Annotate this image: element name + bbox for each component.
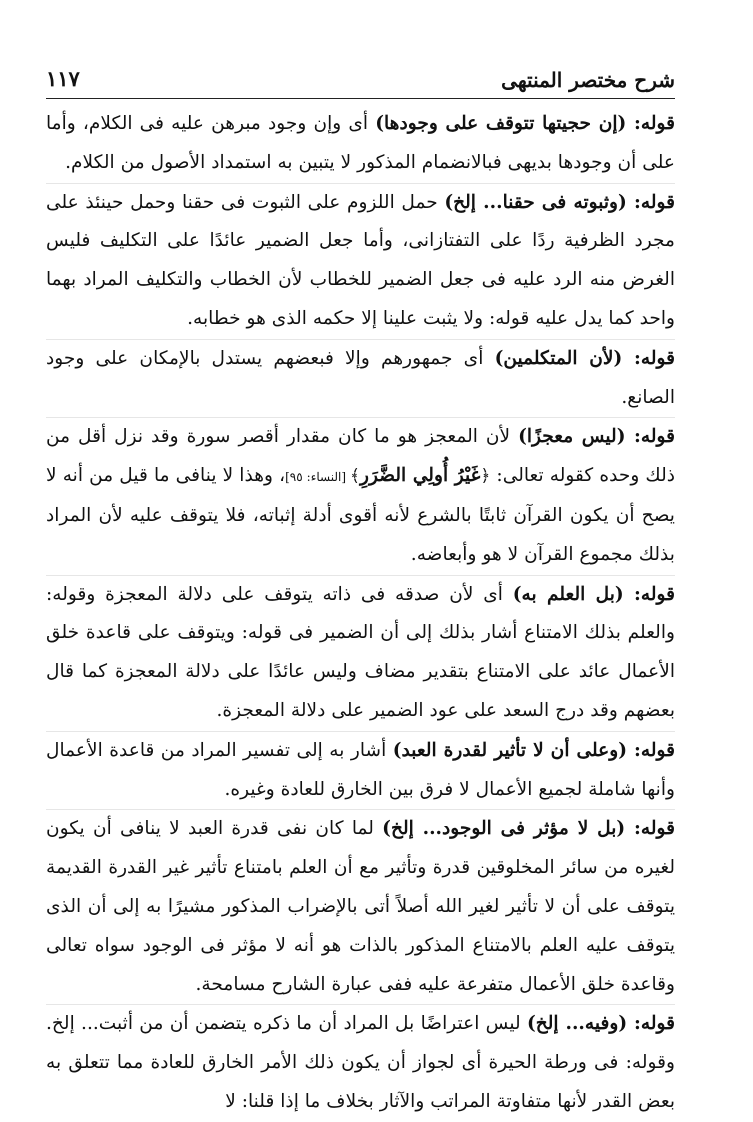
paragraph-text: أى وإن وجود مبرهن عليه فى الكلام، وأما على أن وجودها بديهى فبالانضمام المذكور لا يتبين به استمداد الأصول من الكلام.	[46, 113, 675, 173]
running-title: شرح مختصر المنتهى	[501, 68, 675, 92]
paragraph-text: لأن المعجز هو ما كان مقدار أقصر سورة وقد نزل أقل من ذلك وحده كقوله تعالى:	[46, 426, 676, 487]
paragraph-text: أشار به إلى تفسير المراد من قاعدة الأعمال وأنها شاملة لجميع الأعمال لا فرق بين الخارق للعادة وغيره.	[46, 739, 675, 800]
paragraph-lead: قوله: (ليس معجزًا)	[518, 426, 676, 448]
page-header	[46, 58, 675, 99]
paragraph	[46, 105, 675, 183]
quran-bracket-open: ﴿	[480, 466, 491, 487]
quran-reference: [النساء: ٩٥]	[285, 470, 350, 485]
quran-bracket-close: ﴾	[350, 466, 360, 487]
paragraph-lead: قوله: (وثبوته فى حقنا... إلخ)	[444, 191, 676, 213]
page-number: ١١٧	[46, 66, 80, 91]
paragraph	[46, 339, 675, 418]
paragraph-lead: قوله: (وعلى أن لا تأثير لقدرة العبد)	[392, 739, 675, 761]
paragraph	[46, 183, 675, 339]
paragraph-text: أى لأن صدقه فى ذاته يتوقف على دلالة المعجزة وقوله: والعلم بذلك الامتناع أشار بذلك إلى أن الضمير فى قوله: ويتوقف على قاعدة خلق الأعمال عائد على الامتناع بتقدير مضاف وليس عائدًا على دلالة المعجزة كما قال بعضهم وقد درج السعد على عود الضمير على دلالة المعجزة.	[46, 583, 675, 721]
paragraph-lead: قوله: (بل لا مؤثر فى الوجود... إلخ)	[382, 818, 675, 840]
paragraph	[46, 731, 675, 810]
paragraph-text: حمل اللزوم على الثبوت فى حقنا وحمل حينئذ على مجرد الظرفية ردًا على التفتازانى، وأما جعل الضمير عائدًا على التكليف فليس الغرض منه الرد عليه فى جعل الضمير للخطاب لأن الخطاب والتكليف المراد بهما واحد كما يدل عليه قوله: ولا يثبت علينا إلا حكمه الذى هو خطابه.	[46, 191, 675, 329]
paragraph-text: ، وهذا لا ينافى ما قيل من أنه لا يصح أن يكون القرآن ثابتًا بالشرع لأنه أقوى أدلة إثباته، فلا يتوقف عليه لأن المراد بذلك مجموع القرآن لا هو وأبعاضه.	[46, 465, 675, 565]
paragraph	[46, 417, 675, 574]
paragraph-lead: قوله: (وفيه... إلخ)	[526, 1013, 675, 1035]
paragraph	[46, 809, 675, 1004]
body-text	[46, 105, 675, 1122]
paragraph-text: أى جمهورهم وإلا فبعضهم يستدل بالإمكان على وجود الصانع.	[46, 347, 675, 408]
paragraph-text: ليس اعتراضًا بل المراد أن ما ذكره يتضمن أن من أثبت... إلخ. وقوله: فى ورطة الحيرة أى لجواز أن يكون ذلك الأمر الخارق للعادة مما تتعلق به بعض القدر لأنها متفاوتة المراتب والآثار بخلاف ما إذا قلنا: لا	[46, 1013, 675, 1112]
paragraph-lead: قوله: (بل العلم به)	[512, 583, 675, 605]
quran-quote: غَيْرُ أُولِي الضَّرَرِ	[359, 465, 481, 487]
paragraph-text: لما كان نفى قدرة العبد لا ينافى أن يكون لغيره من سائر المخلوقين قدرة وتأثير مع أن العلم بامتناع تأثير غير القدرة القديمة يتوقف على أن لا تأثير لغير الله أصلاً أتى بالإضراب المذكور مشيرًا به إلى أن الذى يتوقف عليه العلم بالامتناع المذكور بالذات هو أنه لا مؤثر فى الوجود سواه تعالى وقاعدة خلق الأعمال متفرعة عليه ففى عبارة الشارح مسامحة.	[46, 818, 675, 995]
paragraph-lead: قوله: (إن حجيتها تتوقف على وجودها)	[375, 113, 675, 134]
paragraph	[46, 575, 675, 731]
paragraph	[46, 1004, 675, 1121]
paragraph-lead: قوله: (لأن المتكلمين)	[494, 347, 675, 369]
